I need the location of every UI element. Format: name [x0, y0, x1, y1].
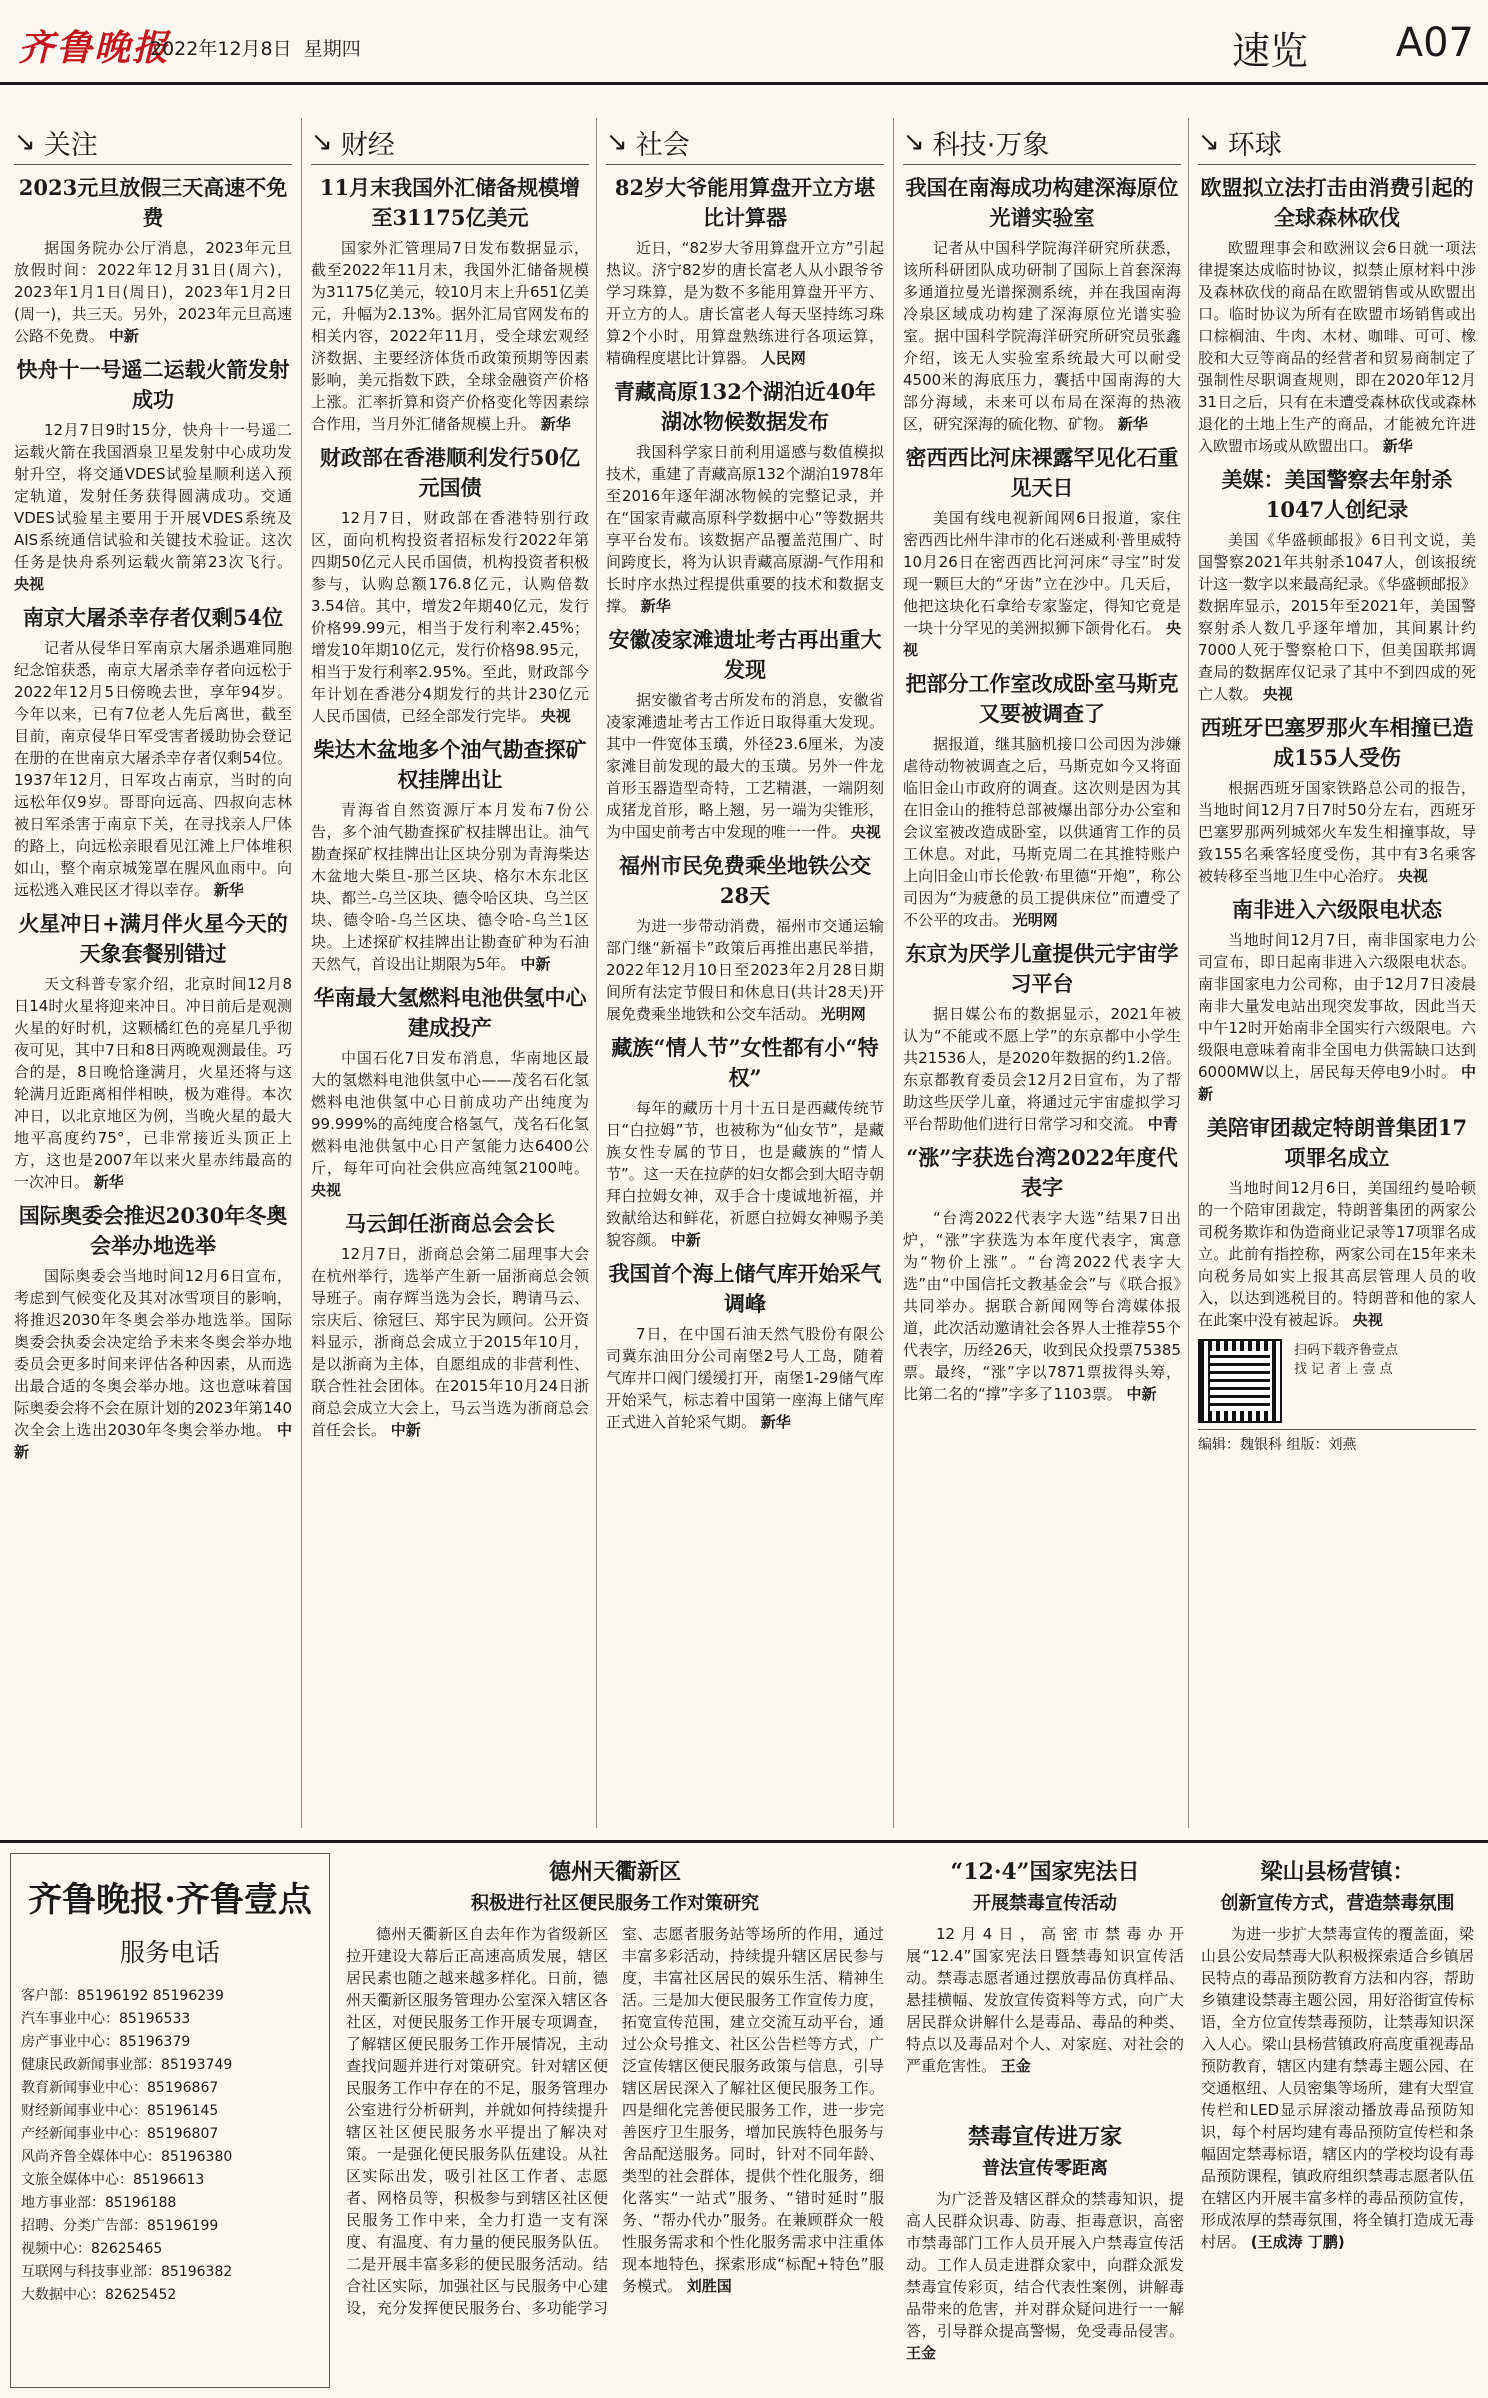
article	[606, 625, 884, 843]
bottom-article	[1195, 1853, 1480, 2388]
article-source: 新华	[760, 1413, 791, 1431]
article-title: “涨”字获选台湾2022年度代表字	[906, 1145, 1178, 1200]
article-title: 密西西比河床裸露罕见化石重见天日	[905, 445, 1179, 500]
article-source: (王成涛 丁鹏)	[1250, 2233, 1345, 2251]
article	[14, 1201, 292, 1463]
bottom-article-text	[1201, 1923, 1474, 2253]
article-body: 记者从侵华日军南京大屠杀遇难同胞纪念馆获悉，南京大屠杀幸存者向远松于2022年12月5日傍晚去世，享年94岁。今年以来，已有7位老人先后离世，截至目前，南京侵华日军受害者援助协会登记在册的在世南京大屠杀幸存者仅剩54位。1937年12月，日军攻占南京，当时的向远松年仅9岁。哥哥向远高、四叔向志林被日军杀害于南京下关，在寻找亲人尸体的路上，向远松亲眼看见江滩上尸体堆积如山，整个南京城笼罩在腥风血雨中。向远松逃入难民区才得以幸存。 新华	[14, 639, 292, 899]
column-header	[1198, 120, 1476, 165]
page-number: A07	[1395, 20, 1474, 66]
article-body: 我国科学家日前利用遥感与数值模拟技术，重建了青藏高原132个湖泊1978年至2016年逐年湖冰物候的完整记录，并在“国家青藏高原科学数据中心”等数据共享平台发布。该数据产品覆盖范围广、时间跨度长，将为认识青藏高原湖-气作用和长时序水热过程提供重要的技术和数据支撑。 新华	[606, 443, 884, 615]
service-phone-row: 招聘、分类广告部：85196199	[21, 2218, 219, 2234]
column-divider	[596, 118, 597, 1828]
article-body: 每年的藏历十月十五日是西藏传统节日“白拉姆”节，也被称为“仙女节”，是藏族女性专属的节日，也是藏族的“情人节”。这一天在拉萨的妇女都会到大昭寺朝拜白拉姆女神，双手合十虔诚地祈福，并致献给达和鲜花，祈愿白拉姆女神赐予美貌容颜。 中新	[606, 1099, 884, 1249]
article-source: 王金	[906, 2344, 937, 2362]
column-header	[14, 120, 292, 165]
article-body: 当地时间12月7日，南非国家电力公司宣布，即日起南非进入六级限电状态。南非国家电力公司称，由于12月7日凌晨南非大量发电站出现突发事故，因此当天中午12时开始南非全国实行六级限电。六级限电意味着南非全国电力供需缺口达到6000MW以上，居民每天停电9小时。 中新	[1198, 931, 1476, 1103]
article-body: 为进一步带动消费，福州市交通运输部门继“新福卡”政策后再推出惠民举措，2022年12月10日至2023年2月28日期间所有法定节假日和休息日(共计28天)开展免费乘坐地铁和公交车活动。 光明网	[606, 917, 884, 1023]
column-4	[897, 120, 1187, 1825]
article-source: 央视	[1352, 1311, 1383, 1329]
article-title: 火星冲日+满月伴火星今天的天象套餐别错过	[18, 911, 288, 966]
column-3	[600, 120, 890, 1825]
service-phone-row: 健康民政新闻事业部：85193749	[21, 2057, 233, 2073]
bottom-article-title: “12·4”国家宪法日	[950, 1859, 1140, 1885]
article-title: 东京为厌学儿童提供元宇宙学习平台	[905, 941, 1179, 996]
arrow-icon: ↘	[14, 127, 36, 157]
column-header	[311, 120, 589, 165]
article	[903, 1143, 1181, 1405]
service-phone-row: 文旅全媒体中心：85196613	[21, 2172, 205, 2188]
service-phone-row: 汽车事业中心：85196533	[21, 2011, 191, 2027]
article-source: 光明网	[820, 1005, 866, 1023]
article-body: 12月7日9时15分，快舟十一号遥二运载火箭在我国酒泉卫星发射中心成功发射升空，将交通VDES试验星顺利送入预定轨道，发射任务获得圆满成功。交通VDES试验星主要用于开展VDES系统及AIS系统通信试验和关键技术验证。这次任务是快舟系列运载火箭第23次飞行。 央视	[14, 421, 292, 593]
article	[311, 443, 589, 727]
article	[606, 1033, 884, 1251]
article	[14, 603, 292, 901]
article-title: 把部分工作室改成卧室马斯克又要被调查了	[905, 671, 1179, 726]
article-source: 央视	[903, 619, 1181, 659]
bottom-article-subtitle: 创新宣传方式，营造禁毒氛围	[1220, 1893, 1455, 1914]
article-title: 华南最大氢燃料电池供氢中心建成投产	[313, 985, 587, 1040]
article-title: 南京大屠杀幸存者仅剩54位	[22, 605, 284, 630]
article-source: 中新	[1126, 1385, 1157, 1403]
bottom-article	[900, 1853, 1190, 2118]
article-title: 藏族“情人节”女性都有小“特权”	[611, 1035, 879, 1090]
service-phone-row: 教育新闻事业中心：85196867	[21, 2080, 219, 2096]
column-header	[903, 120, 1181, 165]
column-header-label: 社会	[635, 129, 690, 161]
article-source: 中新	[1198, 1063, 1476, 1103]
article-title: 82岁大爷能用算盘开立方堪比计算器	[614, 175, 876, 230]
issue-date: 2022年12月8日 星期四	[150, 38, 361, 60]
article	[606, 851, 884, 1025]
article-source: 新华	[540, 415, 571, 433]
article-title: 欧盟拟立法打击由消费引起的全球森林砍伐	[1200, 175, 1474, 230]
service-phone-row: 视频中心：82625465	[21, 2241, 163, 2257]
article	[606, 173, 884, 369]
service-phone-row: 客户部：85196192 85196239	[21, 1988, 224, 2004]
bottom-article	[340, 1853, 890, 2388]
article-body: 12月7日，财政部在香港特别行政区，面向机构投资者招标发行2022年第四期50亿元人民币国债，机构投资者积极参与，认购总额176.8亿元，认购倍数3.54倍。其中，增发2年期40亿元，发行价格99.99元，相当于发行利率2.45%；增发10年期10亿元，发行价格98.95元，相当于发行利率2.95%。至此，财政部今年计划在香港分4期发行的共计230亿元人民币国债，已经全部发行完毕。 央视	[311, 509, 589, 725]
column-header-label: 环球	[1227, 129, 1282, 161]
article-title: 马云卸任浙商总会会长	[345, 1211, 555, 1236]
article-body: 青海省自然资源厅本月发布7份公告，多个油气勘查探矿权挂牌出让。油气勘查探矿权挂牌出让区块分别为青海柴达木盆地大柴旦-那兰区块、格尔木东北区块、都兰-乌兰区块、德令哈区块、乌兰区块、德令哈-乌兰区块、德令哈-乌兰1区块。上述探矿权挂牌出让勘查矿种为石油天然气，首设出让期限为5年。 中新	[311, 801, 589, 973]
article-source: 新华	[640, 597, 671, 615]
article	[311, 983, 589, 1201]
article-body: 中国石化7日发布消息，华南地区最大的氢燃料电池供氢中心——茂名石化氢燃料电池供氢中心日前成功产出纯度为99.999%的高纯度合格氢气，茂名石化氢燃料电池供氢中心日产氢能力达6400公斤，每年可向社会供应高纯氢2100吨。 央视	[311, 1049, 589, 1199]
column-1	[8, 120, 298, 1825]
bottom-article-text	[906, 2188, 1184, 2364]
service-phone-row: 大数据中心：82625452	[21, 2287, 177, 2303]
qr-line2: 找 记 者 上 壹 点	[1294, 1362, 1393, 1377]
bottom-article-title: 德州天衢新区	[548, 1859, 681, 1885]
article	[311, 735, 589, 975]
section-title: 速览	[1231, 29, 1308, 73]
article-body: 欧盟理事会和欧洲议会6日就一项法律提案达成临时协议，拟禁止原材料中涉及森林砍伐的商品在欧盟销售或从欧盟出口。临时协议为所有在欧盟市场销售或出口棕榈油、牛肉、木材、咖啡、可可、橡胶和大豆等商品的经营者和贸易商制定了强制性尽职调查规则，即在2020年12月31日之后，只有在未遭受森林砍伐或森林退化的土地上生产的商品，才能被允许进入欧盟市场或从欧盟出口。 新华	[1198, 239, 1476, 455]
article-title: 2023元旦放假三天高速不免费	[18, 175, 288, 230]
article-body: 根据西班牙国家铁路总公司的报告，当地时间12月7日7时50分左右，西班牙巴塞罗那两列城郊火车发生相撞事故，导致155名乘客轻度受伤，其中有3名乘客被转移至当地卫生中心治疗。 央视	[1198, 779, 1476, 885]
arrow-icon: ↘	[1198, 127, 1220, 157]
article-body: 国际奥委会当地时间12月6日宣布，考虑到气候变化及其对冰雪项目的影响，将推迟2030年冬奥会举办地选举。国际奥委会执委会决定给予未来冬奥会举办地委员会更多时间来评估各种因素，从而选出最合适的冬奥会举办地。这也意味着国际奥委会将不会在原计划的2023年第140次全会上选出2030年冬奥会举办地。 中新	[14, 1267, 292, 1461]
service-phone-row: 地方事业部：85196188	[21, 2195, 177, 2211]
article-source: 光明网	[1012, 911, 1058, 929]
article-body: 据国务院办公厅消息，2023年元旦放假时间：2022年12月31日(周六)，2023年1月1日(周日)，2023年1月2日(周一)，共三天。另外，2023年元旦高速公路不免费。 中新	[14, 239, 292, 345]
bottom-article-subtitle: 积极进行社区便民服务工作对策研究	[471, 1893, 759, 1914]
article-title: 西班牙巴塞罗那火车相撞已造成155人受伤	[1200, 715, 1474, 770]
column-divider	[893, 118, 894, 1828]
bottom-article-title: 梁山县杨营镇：	[1260, 1859, 1415, 1885]
article	[903, 443, 1181, 661]
column-header-label: 关注	[43, 129, 98, 161]
article-title: 我国在南海成功构建深海原位光谱实验室	[905, 175, 1179, 230]
article-body: 据报道，继其脑机接口公司因为涉嫌虐待动物被调查之后，马斯克如今又将面临旧金山市政府的调查。这次则是因为其在旧金山的推特总部被爆出部分办公室和会议室被改造成卧室，以供通宵工作的员工休息。对此，马斯克周二在其推特账户上向旧金山市长伦敦·布里德“开炮”，称公司因为“为疲惫的员工提供床位”而遭受了不公平的攻击。 光明网	[903, 735, 1181, 929]
article	[903, 669, 1181, 931]
article	[311, 1209, 589, 1441]
arrow-icon: ↘	[903, 127, 925, 157]
article-source: 新华	[1117, 415, 1148, 433]
article-source: 央视	[1397, 867, 1428, 885]
qr-line1: 扫码下载齐鲁壹点	[1294, 1343, 1399, 1358]
article-source: 中新	[670, 1231, 701, 1249]
service-phone-row: 房产事业中心：85196379	[21, 2034, 191, 2050]
bottom-article-body: 德州天衢新区自去年作为省级新区拉开建设大幕后正高速高质发展，辖区居民素也随之越来越多样化。日前，德州天衢新区服务管理办公室深入辖区各社区，对便民服务工作开展专项调查，了解辖区便民服务工作开展情况，主动查找问题并进行对策研究。针对辖区便民服务工作中存在的不足，服务管理办公室进行分析研判，并就如何持续提升辖区社区便民服务水平提出了解决对策。一是强化便民服务队伍建设。从社区实际出发，吸引社区工作者、志愿者、网格员等，积极参与到辖区社区便民服务工作中来，全力打造一支有深度、有温度、有力量的便民服务队伍。二是开展丰富多彩的便民服务活动。结合社区实际，加强社区与民服务中心建设，充分发挥便民服务台、多功能学习室、志愿者服务站等场所的作用，通过丰富多彩活动，持续提升辖区居民参与度，丰富社区居民的娱乐生活、精神生活。三是加大便民服务工作宣传力度，拓宽宣传范围，建立交流互动平台，通过公众号推文、社区公告栏等方式，广泛宣传辖区便民服务政策与信息，引导辖区居民深入了解社区便民服务工作。四是细化完善便民服务工作，进一步完善医疗卫生服务，增加民族特色服务与舍品配送服务。同时，针对不同年龄、类型的社会群体，提供个性化服务，细化落实“一站式”服务、“错时延时”服务、“帮办代办”服务。在兼顾群众一般性服务需求和个性化服务需求中注重体现本地特色，探索形成“标配+特色”服务模式。 刘胜国	[346, 1925, 884, 2317]
article	[14, 909, 292, 1193]
service-phone-row: 财经新闻事业中心：85196145	[21, 2103, 219, 2119]
article	[903, 939, 1181, 1135]
bottom-article-subtitle: 普法宣传零距离	[982, 2158, 1108, 2179]
article	[1198, 713, 1476, 887]
bottom-article-body: 为广泛普及辖区群众的禁毒知识，提高人民群众识毒、防毒、拒毒意识，高密市禁毒部门工作人员开展入户禁毒宣传活动。工作人员走进群众家中，向群众派发禁毒宣传彩页，结合代表性案例，讲解毒品带来的危害，并对群众疑问进行一一解答，引导群众提高警惕，免受毒品侵害。 王金	[906, 2190, 1184, 2362]
article-source: 新华	[93, 1173, 124, 1191]
article-title: 美陪审团裁定特朗普集团17项罪名成立	[1206, 1115, 1468, 1170]
article-title: 青藏高原132个湖泊近40年湖冰物候数据发布	[613, 379, 877, 434]
article-body: 天文科普专家介绍，北京时间12月8日14时火星将迎来冲日。冲日前后是观测火星的好时机，这颗橘红色的亮星几乎彻夜可见，其中7日和8日两晚观测最佳。巧合的是，8日晚恰逢满月，火星还将与这轮满月近距离相伴相映，极为难得。本次冲日，以北京地区为例，当晚火星的最大地平高度约75°，已非常接近头顶正上方，这也是2007年以来火星赤纬最高的一次冲日。 新华	[14, 975, 292, 1191]
article-title: 美媒：美国警察去年射杀1047人创纪录	[1221, 467, 1453, 522]
qr-code-icon[interactable]	[1198, 1339, 1282, 1423]
service-phone-row: 风尚齐鲁全媒体中心：85196380	[21, 2149, 233, 2165]
article-body: 据日媒公布的数据显示，2021年被认为“不能或不愿上学”的东京都中小学生共21536人，是2020年数据的约1.2倍。东京都教育委员会12月2日宣布，为了帮助这些厌学儿童，将通过元宇宙虚拟学习平台帮助他们进行日常学习和交流。 中青	[903, 1005, 1181, 1133]
article-title: 福州市民免费乘坐地铁公交28天	[619, 853, 871, 908]
column-header	[606, 120, 884, 165]
bottom-article-title: 禁毒宣传进万家	[967, 2124, 1122, 2150]
column-divider	[301, 118, 302, 1828]
column-5	[1192, 120, 1482, 1825]
column-header-label: 科技·万象	[932, 129, 1050, 161]
bottom-strip	[0, 1840, 1488, 2398]
article-title: 国际奥委会推迟2030年冬奥会举办地选举	[18, 1203, 288, 1258]
article-source: 刘胜国	[686, 2277, 732, 2295]
qr-block	[1198, 1339, 1476, 1423]
bottom-article	[900, 2118, 1190, 2388]
service-box-subtitle: 服务电话	[119, 1938, 220, 1967]
masthead	[0, 0, 1488, 85]
article-title: 南非进入六级限电状态	[1232, 897, 1442, 922]
article-body: 美国《华盛顿邮报》6日刊文说，美国警察2021年共射杀1047人，创该报统计这一数字以来最高纪录。《华盛顿邮报》数据库显示，2015年至2021年，美国警察射杀人数几乎逐年增加，其间累计约7000人死于警察枪口下，但美国联邦调查局的数据库仅记录了其中不到四成的死亡人数。 央视	[1198, 531, 1476, 703]
article	[14, 355, 292, 595]
qr-text	[1294, 1339, 1398, 1423]
bottom-article-body: 12月4日，高密市禁毒办开展“12.4”国家宪法日暨禁毒知识宣传活动。禁毒志愿者通过摆放毒品仿真样品、悬挂横幅、发放宣传资料等方式，向广大居民群众讲解什么是毒品、毒品的种类、特点以及毒品对个人、对家庭、对社会的严重危害性。 王金	[906, 1925, 1184, 2075]
article	[14, 173, 292, 347]
article-title: 11月末我国外汇储备规模增至31175亿美元	[319, 175, 581, 230]
article-title: 柴达木盆地多个油气勘查探矿权挂牌出让	[313, 737, 587, 792]
bottom-article-body: 为进一步扩大禁毒宣传的覆盖面，梁山县公安局禁毒大队积极探索适合乡镇居民特点的毒品预防教育方法和内容，帮助乡镇建设禁毒主题公园，用好浴街宣传标语，全方位宣传禁毒预防，让禁毒知识深入人心。梁山县杨营镇政府高度重视毒品预防教育，辖区内建有禁毒主题公园、在交通枢纽、人员密集等场所，建有大型宣传栏和LED显示屏滚动播放毒品预防知识，每个村居均建有毒品预防宣传栏和条幅固定禁毒标语，辖区内的学校均设有毒品预防课程，镇政府组织禁毒志愿者队伍在辖区内开展丰富多样的毒品预防宣传，形成浓厚的禁毒氛围，将全镇打造成无毒村居。 (王成涛 丁鹏)	[1201, 1925, 1474, 2251]
article	[1198, 465, 1476, 705]
column-header-label: 财经	[340, 129, 395, 161]
article-body: 近日，“82岁大爷用算盘开立方”引起热议。济宁82岁的唐长富老人从小跟爷爷学习珠算，是为数不多能用算盘开平方、开立方的人。唐长富老人每天坚持练习珠算2个小时，用算盘熟练进行各项运算，精确程度堪比计算器。 人民网	[606, 239, 884, 367]
article-body: 7日，在中国石油天然气股份有限公司冀东油田分公司南堡2号人工岛，随着气库井口阀门缓缓打开，南堡1-29储气库开始采气，标志着中国第一座海上储气库正式进入首轮采气期。 新华	[606, 1325, 884, 1431]
article	[903, 173, 1181, 435]
article	[606, 1259, 884, 1433]
article	[311, 173, 589, 435]
service-phone-row: 产经新闻事业中心：85196807	[21, 2126, 219, 2142]
article-body: “台湾2022代表字大选”结果7日出炉，“涨”字获选为本年度代表字，寓意为“物价上涨”。“台湾2022代表字大选”由“中国信托文教基金会”与《联合报》共同举办。据联合新闻网等台湾媒体报道，此次活动邀请社会各界人士推荐55个代表字，历经26天，收到民众投票75385票。最终，“涨”字以7871票拔得头筹，比第二名的“撑”字多了1103票。 中新	[903, 1209, 1181, 1403]
article-source: 央视	[311, 1181, 342, 1199]
article-body: 美国有线电视新闻网6日报道，家住密西西比州牛津市的化石迷威利·普里威特10月26日在密西西比河河床“寻宝”时发现一颗巨大的“牙齿”立在沙中。几天后，他把这块化石拿给专家鉴定，得知它竟是一块十分罕见的美洲拟狮下颌骨化石。 央视	[903, 509, 1181, 659]
column-divider	[1188, 118, 1189, 1828]
article-body: 当地时间12月6日，美国纽约曼哈顿的一个陪审团裁定，特朗普集团的两家公司税务欺诈和伪造商业记录等17项罪名成立。此前有指控称，两家公司在15年来未向税务局如实上报其高层管理人员的收入，以达到逃税目的。特朗普和他的家人在此案中没有被起诉。 央视	[1198, 1179, 1476, 1329]
article-body: 记者从中国科学院海洋研究所获悉，该所科研团队成功研制了国际上首套深海多通道拉曼光谱探测系统，并在我国南海冷泉区域成功构建了深海原位光谱实验室。据中国科学院海洋研究所研究员张鑫介绍，该无人实验室系统最大可以耐受4500米的海底压力，囊括中国南海的大部分海域，未来可以布局在深海的热液区，研究深海的硫化物、矿物。 新华	[903, 239, 1181, 433]
article-source: 央视	[540, 707, 571, 725]
newspaper-logo: 齐鲁晚报	[18, 27, 171, 69]
bottom-article-text	[346, 1923, 884, 2319]
article	[1198, 173, 1476, 457]
article	[606, 377, 884, 617]
article-body: 国家外汇管理局7日发布数据显示，截至2022年11月末，我国外汇储备规模为31175亿美元，较10月末上升651亿美元，升幅为2.13%。据外汇局官网发布的相关内容，2022年11月，受全球宏观经济数据、主要经济体货币政策预期等因素影响，美元指数下跌，全球金融资产价格上涨。汇率折算和资产价格变化等因素综合作用，当月外汇储备规模上升。 新华	[311, 239, 589, 433]
article-title: 财政部在香港顺利发行50亿元国债	[319, 445, 581, 500]
article-source: 央视	[1262, 685, 1293, 703]
article-source: 中新	[520, 955, 551, 973]
service-phone-box	[10, 1853, 330, 2388]
article-source: 人民网	[760, 349, 806, 367]
bottom-article-text	[906, 1923, 1184, 2077]
service-box-title: 齐鲁晚报·齐鲁壹点	[28, 1880, 312, 1920]
editor-credit: 编辑：魏银科 组版：刘燕	[1198, 1429, 1476, 1454]
arrow-icon: ↘	[311, 127, 333, 157]
column-2	[305, 120, 595, 1825]
service-phone-row: 互联网与科技事业部：85196382	[21, 2264, 233, 2280]
article-source: 新华	[213, 881, 244, 899]
article-source: 中青	[1147, 1115, 1178, 1133]
article-body: 据安徽省考古所发布的消息，安徽省凌家滩遗址考古工作近日取得重大发现。其中一件宽体玉璜，外径23.6厘米，为凌家滩目前发现的最大的玉璜。另外一件龙首形玉器造型奇特，工艺精湛，一端阴刻成猪龙首形，略上翘，另一端为尖锥形，为中国史前考古中发现的唯一一件。 央视	[606, 691, 884, 841]
article	[1198, 1113, 1476, 1331]
article-title: 快舟十一号遥二运载火箭发射成功	[16, 357, 290, 412]
bottom-article-subtitle: 开展禁毒宣传活动	[973, 1893, 1117, 1914]
article-source: 中新	[108, 327, 139, 345]
article-source: 中新	[390, 1421, 421, 1439]
article-source: 央视	[850, 823, 881, 841]
article-title: 安徽凌家滩遗址考古再出重大发现	[608, 627, 882, 682]
article-source: 中新	[14, 1421, 292, 1461]
article-source: 王金	[1000, 2057, 1031, 2075]
article-body: 12月7日，浙商总会第二届理事大会在杭州举行，选举产生新一届浙商总会领导班子。南存辉当选为会长，聘请马云、宗庆后、徐冠巨、郑宇民为顾问。公开资料显示，浙商总会成立于2015年10月，是以浙商为主体，自愿组成的非营利性、联合性社会团体。在2015年10月24日浙商总会成立大会上，马云当选为浙商总会首任会长。 中新	[311, 1245, 589, 1439]
article-title: 我国首个海上储气库开始采气调峰	[608, 1261, 882, 1316]
article-source: 新华	[1382, 437, 1413, 455]
article-source: 央视	[14, 575, 45, 593]
arrow-icon: ↘	[606, 127, 628, 157]
article	[1198, 895, 1476, 1105]
